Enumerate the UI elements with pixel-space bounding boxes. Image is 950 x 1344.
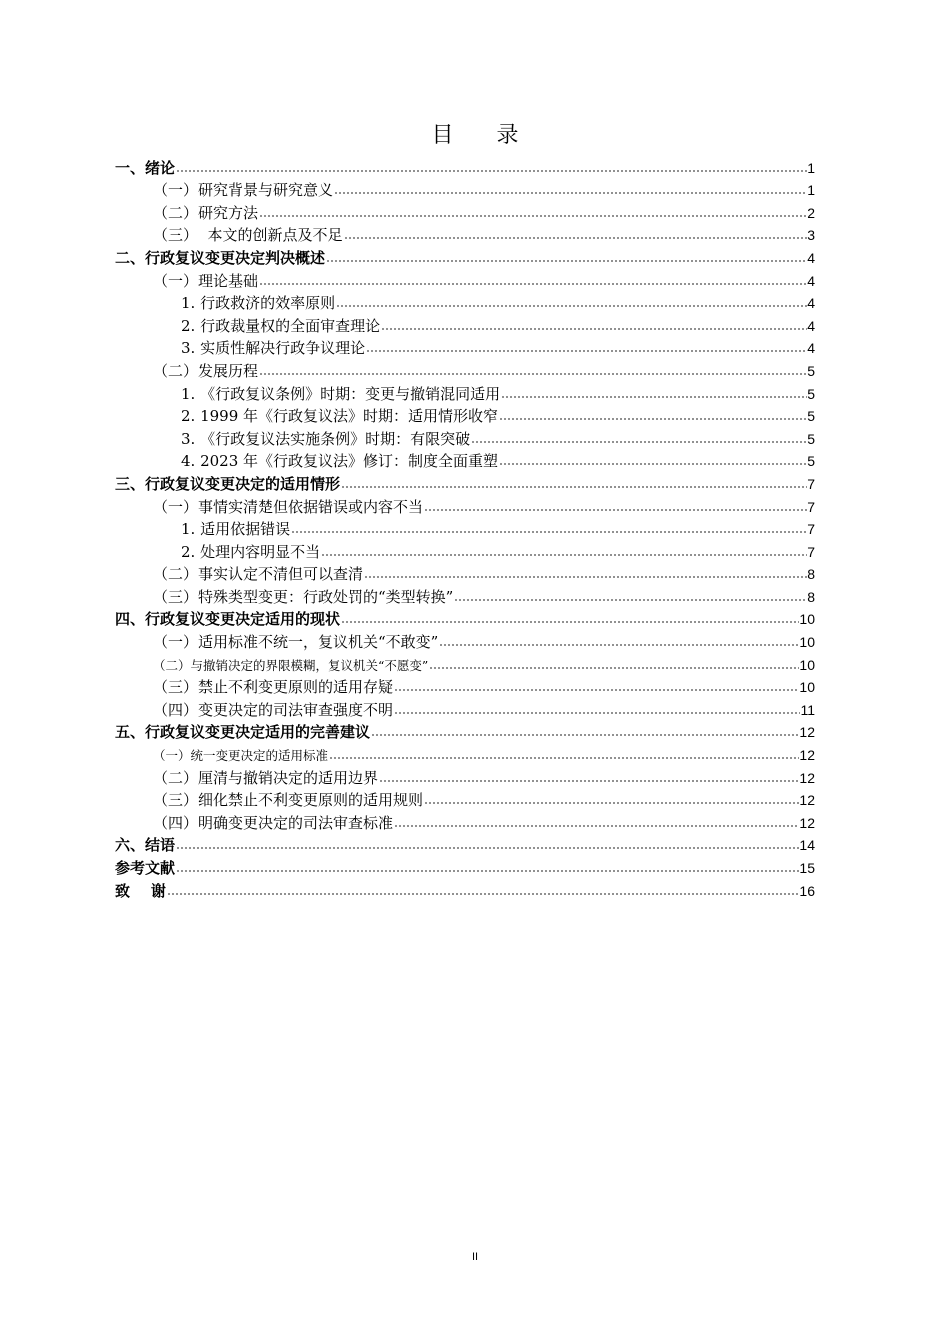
- toc-entry[interactable]: [115, 741, 815, 764]
- toc-entry[interactable]: [115, 516, 815, 539]
- toc-entry-label: （三）特殊类型变更：行政处罚的“类型转换”: [153, 587, 454, 606]
- toc-page-number: 4: [807, 340, 815, 357]
- toc-entry-label: 致 谢: [115, 881, 166, 900]
- toc-entry[interactable]: [115, 493, 815, 516]
- toc-page-number: 5: [807, 385, 815, 402]
- toc-page-number: 2: [807, 204, 815, 221]
- toc-page-number: 5: [807, 453, 815, 470]
- toc-page-number: 15: [799, 860, 815, 876]
- toc-entry[interactable]: [115, 809, 815, 832]
- toc-page-number: 4: [807, 272, 815, 289]
- toc-entry[interactable]: [115, 719, 815, 742]
- toc-page-number: 12: [799, 814, 815, 831]
- toc-page-number: 10: [799, 679, 815, 696]
- table-of-contents: [115, 154, 815, 900]
- toc-entry[interactable]: [115, 583, 815, 606]
- toc-leader-dots: [394, 823, 799, 829]
- page-number-footer: II: [471, 1251, 479, 1263]
- toc-page-number: 5: [807, 362, 815, 379]
- toc-leader-dots: [334, 190, 807, 196]
- toc-entry[interactable]: [115, 448, 815, 471]
- toc-leader-dots: [336, 303, 807, 309]
- toc-leader-dots: [501, 394, 807, 400]
- toc-page-number: 10: [799, 634, 815, 651]
- toc-page-number: 4: [807, 249, 815, 266]
- toc-page-number: 1: [807, 159, 815, 176]
- toc-entry[interactable]: [115, 877, 815, 900]
- toc-leader-dots: [429, 665, 799, 671]
- toc-entry[interactable]: [115, 290, 815, 313]
- toc-leader-dots: [366, 348, 807, 354]
- toc-page-number: 7: [807, 543, 815, 560]
- toc-leader-dots: [341, 619, 799, 625]
- toc-entry-label: 1. 《行政复议条例》时期：变更与撤销混同适用: [181, 384, 501, 403]
- toc-leader-dots: [321, 552, 807, 558]
- toc-entry[interactable]: [115, 425, 815, 448]
- toc-page-number: 11: [800, 701, 815, 718]
- toc-entry-label: 1. 行政救济的效率原则: [181, 294, 336, 313]
- toc-entry[interactable]: [115, 628, 815, 651]
- toc-leader-dots: [176, 868, 799, 874]
- toc-leader-dots: [291, 529, 807, 535]
- toc-leader-dots: [364, 574, 807, 580]
- toc-entry-label: 3. 《行政复议法实施条例》时期：有限突破: [181, 429, 471, 448]
- toc-entry[interactable]: [115, 403, 815, 426]
- toc-page-number: 3: [807, 227, 815, 244]
- toc-page-number: 5: [807, 430, 815, 447]
- toc-entry-label: （二）研究方法: [153, 203, 259, 222]
- toc-entry[interactable]: [115, 335, 815, 358]
- toc-page-number: 14: [799, 837, 815, 854]
- toc-leader-dots: [167, 891, 800, 897]
- toc-entry[interactable]: [115, 787, 815, 810]
- toc-page-number: 7: [807, 498, 815, 515]
- toc-page-number: 4: [807, 317, 815, 334]
- toc-leader-dots: [176, 845, 799, 851]
- toc-leader-dots: [176, 168, 807, 174]
- toc-entry[interactable]: [115, 267, 815, 290]
- toc-page-number: 12: [799, 769, 815, 786]
- toc-page-number: 12: [799, 747, 815, 764]
- toc-entry-label: 二、行政复议变更决定判决概述: [115, 248, 326, 267]
- toc-entry-label: 2. 1999 年《行政复议法》时期：适用情形收窄: [181, 407, 499, 426]
- toc-entry-label: 五、行政复议变更决定适用的完善建议: [115, 723, 371, 742]
- toc-entry-label: 4. 2023 年《行政复议法》修订：制度全面重塑: [181, 452, 499, 471]
- page-title: 目 录: [431, 123, 537, 148]
- toc-entry[interactable]: [115, 651, 815, 674]
- toc-leader-dots: [259, 371, 807, 377]
- toc-entry-label: （一）理论基础: [153, 271, 259, 290]
- toc-leader-dots: [259, 281, 807, 287]
- toc-entry[interactable]: [115, 199, 815, 222]
- toc-leader-dots: [499, 416, 807, 422]
- toc-leader-dots: [326, 258, 807, 264]
- toc-page-number: 7: [807, 475, 815, 492]
- toc-page-number: 10: [799, 611, 815, 628]
- toc-entry-label: 三、行政复议变更决定的适用情形: [115, 474, 341, 493]
- toc-leader-dots: [424, 507, 807, 513]
- toc-leader-dots: [329, 755, 799, 761]
- toc-entry[interactable]: [115, 538, 815, 561]
- toc-entry-label: （四）明确变更决定的司法审查标准: [153, 813, 394, 832]
- toc-leader-dots: [259, 213, 807, 219]
- toc-entry[interactable]: [115, 606, 815, 629]
- toc-entry-label: 四、行政复议变更决定适用的现状: [115, 610, 341, 629]
- toc-entry-label: （一）统一变更决定的适用标准: [153, 748, 329, 764]
- toc-leader-dots: [379, 778, 799, 784]
- toc-entry-label: 3. 实质性解决行政争议理论: [181, 339, 366, 358]
- toc-leader-dots: [344, 235, 808, 241]
- toc-leader-dots: [394, 687, 799, 693]
- toc-entry[interactable]: [115, 674, 815, 697]
- toc-page-number: 8: [807, 588, 815, 605]
- toc-entry-label: （三）细化禁止不利变更原则的适用规则: [153, 791, 424, 810]
- toc-entry-label: （一）研究背景与研究意义: [153, 181, 334, 200]
- toc-entry[interactable]: [115, 222, 815, 245]
- toc-entry-label: （一）事情实清楚但依据错误或内容不当: [153, 497, 424, 516]
- toc-leader-dots: [471, 439, 807, 445]
- toc-entry-label: （二）厘清与撤销决定的适用边界: [153, 768, 379, 787]
- toc-entry-label: 一、绪论: [115, 158, 176, 177]
- toc-leader-dots: [341, 484, 807, 490]
- toc-entry[interactable]: [115, 764, 815, 787]
- toc-entry[interactable]: [115, 696, 815, 719]
- toc-entry[interactable]: [115, 312, 815, 335]
- toc-entry-label: （三） 本文的创新点及不足: [153, 226, 343, 245]
- toc-entry-label: 2. 行政裁量权的全面审查理论: [181, 316, 381, 335]
- toc-page-number: 16: [799, 882, 815, 899]
- toc-page-number: 4: [807, 295, 815, 312]
- toc-entry-label: （二）发展历程: [153, 361, 259, 380]
- toc-page-number: 5: [807, 408, 815, 425]
- toc-entry-label: 2. 处理内容明显不当: [181, 542, 321, 561]
- toc-entry[interactable]: [115, 357, 815, 380]
- toc-leader-dots: [394, 710, 800, 716]
- toc-page-number: 8: [807, 566, 815, 583]
- toc-entry[interactable]: [115, 177, 815, 200]
- toc-page-number: 7: [807, 521, 815, 538]
- toc-page-number: 1: [807, 182, 815, 199]
- toc-page-number: 12: [799, 724, 815, 741]
- toc-entry-label: 1. 适用依据错误: [181, 520, 291, 539]
- toc-leader-dots: [499, 461, 807, 467]
- toc-entry-label: （二）与撤销决定的界限模糊，复议机关“不愿变”: [153, 657, 429, 673]
- toc-entry-label: 六、结语: [115, 836, 176, 855]
- toc-leader-dots: [439, 642, 799, 648]
- toc-entry[interactable]: [115, 470, 815, 493]
- toc-leader-dots: [424, 800, 799, 806]
- toc-entry[interactable]: [115, 154, 815, 177]
- toc-leader-dots: [381, 326, 807, 332]
- toc-leader-dots: [371, 732, 799, 738]
- toc-entry-label: 参考文献: [115, 859, 176, 877]
- toc-entry-label: （四）变更决定的司法审查强度不明: [153, 700, 394, 719]
- toc-leader-dots: [454, 597, 807, 603]
- toc-entry-label: （三）禁止不利变更原则的适用存疑: [153, 678, 394, 697]
- toc-entry[interactable]: [115, 832, 815, 855]
- toc-entry-label: （一）适用标准不统一，复议机关“不敢变”: [153, 633, 439, 652]
- toc-entry[interactable]: [115, 854, 815, 877]
- toc-page-number: 10: [799, 656, 815, 673]
- toc-entry-label: （二）事实认定不清但可以查清: [153, 565, 364, 584]
- toc-entry[interactable]: [115, 244, 815, 267]
- toc-page-number: 12: [799, 792, 815, 809]
- toc-entry[interactable]: [115, 380, 815, 403]
- toc-entry[interactable]: [115, 561, 815, 584]
